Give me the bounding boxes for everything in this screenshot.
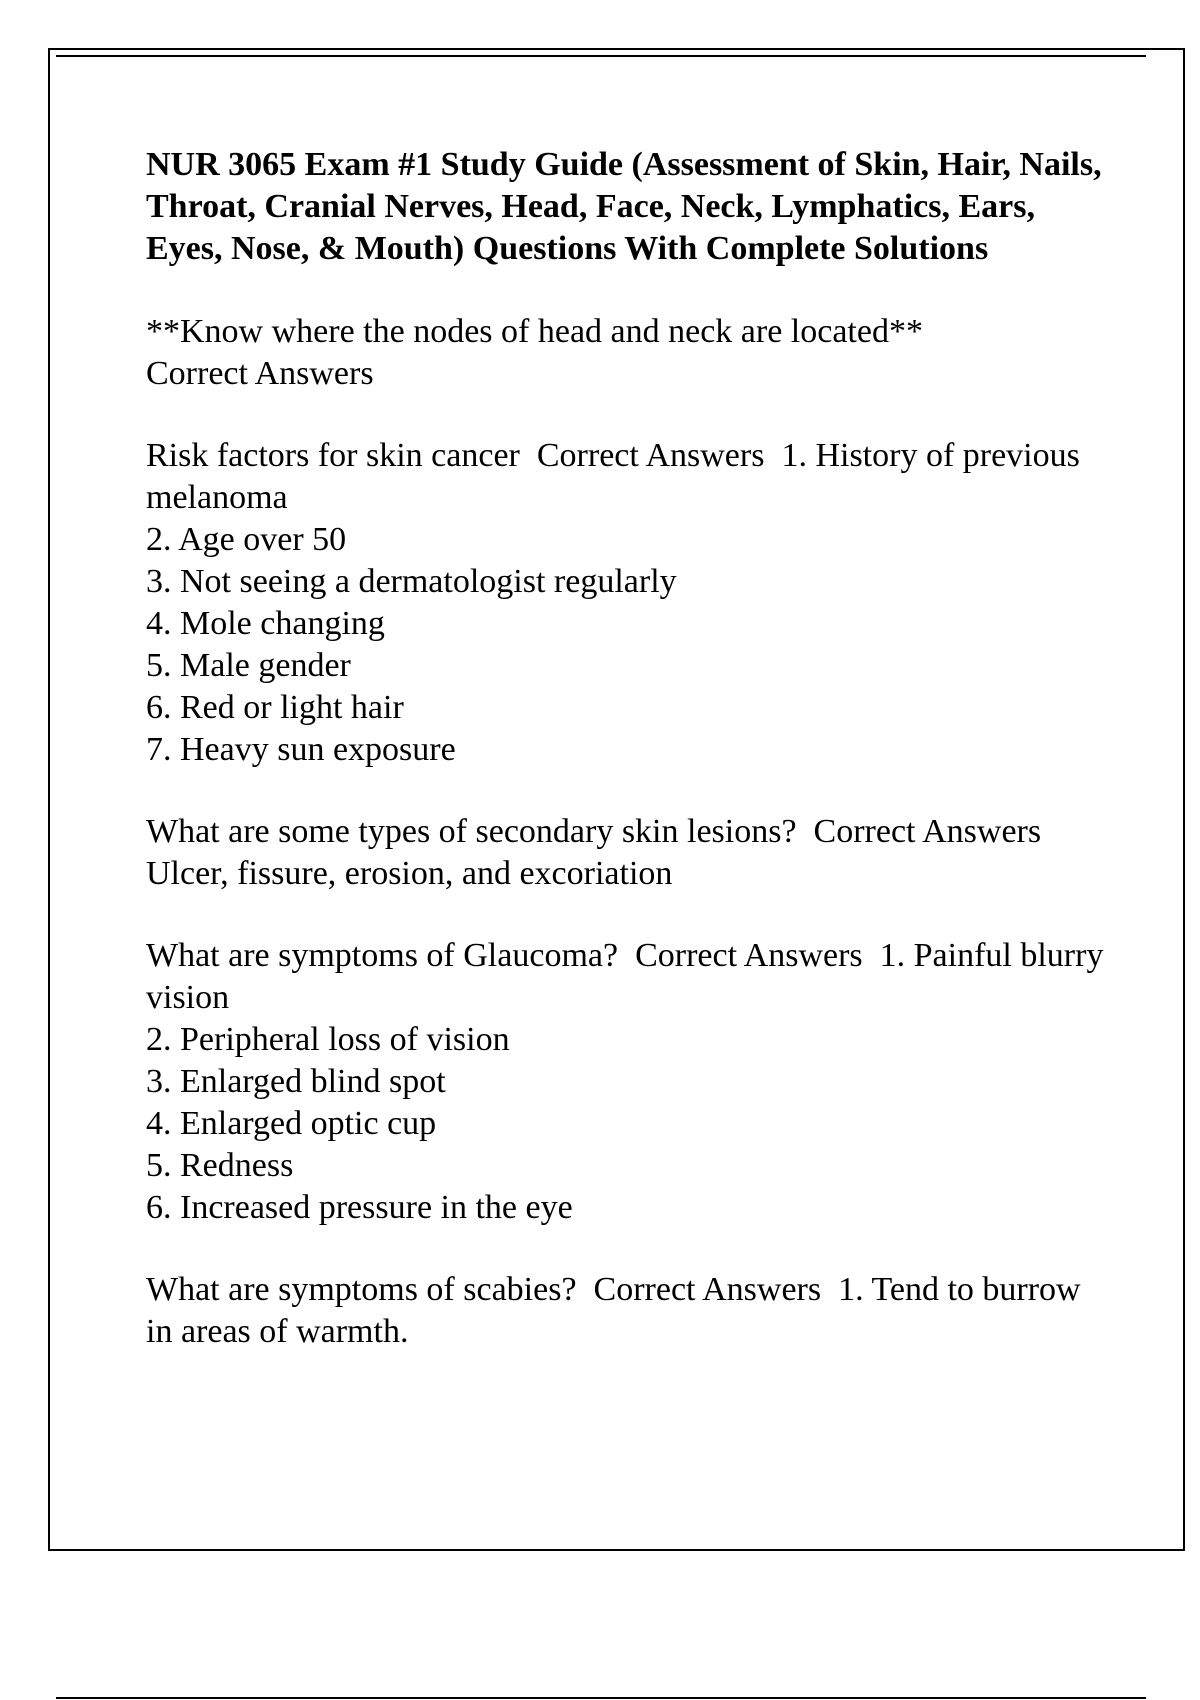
- question-text: What are some types of secondary skin lesions?: [146, 813, 797, 850]
- question-text: **Know where the nodes of head and neck are located**: [146, 313, 923, 350]
- answer-line: 5. Male gender: [146, 647, 351, 684]
- answer-label: Correct Answers: [593, 1271, 822, 1308]
- qa-entry: [146, 435, 1106, 771]
- qa-entry: [146, 1269, 1106, 1353]
- question-text: Risk factors for skin cancer: [146, 437, 520, 474]
- answer-line: 7. Heavy sun exposure: [146, 731, 456, 768]
- answer-label: Correct Answers: [146, 355, 374, 392]
- document-title: NUR 3065 Exam #1 Study Guide (Assessment of Skin, Hair, Nails, Throat, Cranial Nerves, Head, Face, Neck, Lymphatics, Ears, Eyes, Nose, & Mouth) Questions With Complete Solutions: [146, 146, 1102, 267]
- answer-line: 2. Peripheral loss of vision: [146, 1021, 510, 1058]
- answer-label: Correct Answers: [635, 937, 863, 974]
- question-text: What are symptoms of Glaucoma?: [146, 937, 619, 974]
- answer-line: 6. Red or light hair: [146, 689, 404, 726]
- answer-line: 3. Not seeing a dermatologist regularly: [146, 563, 677, 600]
- question-text: What are symptoms of scabies?: [146, 1271, 577, 1308]
- answer-line: 6. Increased pressure in the eye: [146, 1189, 573, 1226]
- answer-line: 5. Redness: [146, 1147, 294, 1184]
- answer-line: 4. Mole changing: [146, 605, 385, 642]
- answer-line: 1. History of previous melanoma: [146, 437, 1080, 516]
- answer-line: 2. Age over 50: [146, 521, 347, 558]
- footer-rule: [56, 1697, 1146, 1699]
- qa-entry: [146, 811, 1106, 895]
- answer-line: 1. Painful blurry vision: [146, 937, 1104, 1016]
- document-body: [146, 144, 1106, 1393]
- answer-line: 3. Enlarged blind spot: [146, 1063, 446, 1100]
- answer-label: Correct Answers: [813, 813, 1042, 850]
- qa-entry: [146, 935, 1106, 1229]
- header-rule: [56, 55, 1146, 57]
- answer-line: 1. Tend to burrow in areas of warmth.: [146, 1271, 1081, 1350]
- answer-line: Ulcer, fissure, erosion, and excoriation: [146, 855, 673, 892]
- answer-label: Correct Answers: [536, 437, 765, 474]
- answer-line: 4. Enlarged optic cup: [146, 1105, 437, 1142]
- qa-entry: [146, 311, 1106, 395]
